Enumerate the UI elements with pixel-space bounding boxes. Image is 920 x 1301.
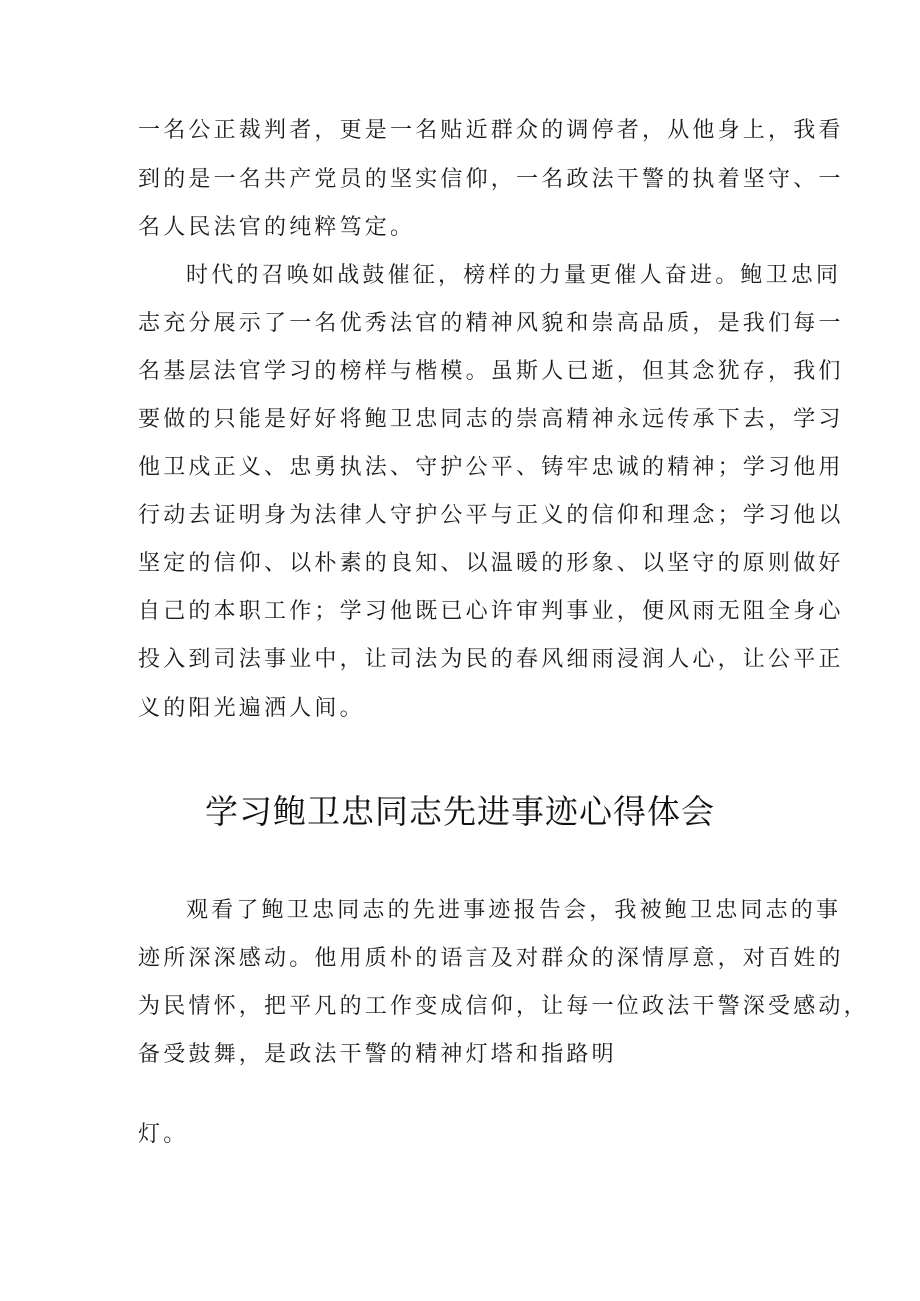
paragraph-line: 投入到司法事业中，让司法为民的春风细雨浸润人心，让公平正 bbox=[138, 647, 844, 672]
paragraph-line: 到的是一名共产党员的坚实信仰，一名政法干警的执着坚守、一 bbox=[138, 167, 844, 192]
paragraph-line: 名基层法官学习的榜样与楷模。虽斯人已逝，但其念犹存，我们 bbox=[138, 359, 844, 384]
paragraph-line: 义的阳光遍洒人间。 bbox=[138, 696, 365, 721]
paragraph-line: 备受鼓舞，是政法干警的精神灯塔和指路明 bbox=[138, 1042, 617, 1067]
paragraph-line: 灯。 bbox=[138, 1122, 189, 1147]
paragraph-line: 一名公正裁判者，更是一名贴近群众的调停者，从他身上，我看 bbox=[138, 118, 844, 143]
paragraph-line: 迹所深深感动。他用质朴的语言及对群众的深情厚意，对百姓的 bbox=[138, 946, 844, 971]
paragraph-line: 志充分展示了一名优秀法官的精神风貌和崇高品质，是我们每一 bbox=[138, 311, 844, 336]
paragraph-line: 行动去证明身为法律人守护公平与正义的信仰和理念；学习他以 bbox=[138, 503, 844, 528]
section-title: 学习鲍卫忠同志先进事迹心得体会 bbox=[205, 792, 715, 831]
paragraph-line: 要做的只能是好好将鲍卫忠同志的崇高精神永远传承下去，学习 bbox=[138, 407, 844, 432]
paragraph-line: 自己的本职工作；学习他既已心许审判事业，便风雨无阻全身心 bbox=[138, 599, 844, 624]
paragraph-line: 时代的召唤如战鼓催征，榜样的力量更催人奋进。鲍卫忠同 bbox=[186, 263, 842, 288]
paragraph-line: 为民情怀，把平凡的工作变成信仰，让每一位政法干警深受感动， bbox=[138, 994, 869, 1019]
paragraph-line: 他卫戍正义、忠勇执法、守护公平、铸牢忠诚的精神；学习他用 bbox=[138, 455, 844, 480]
paragraph-line: 坚定的信仰、以朴素的良知、以温暖的形象、以坚守的原则做好 bbox=[138, 551, 844, 576]
paragraph-line: 名人民法官的纯粹笃定。 bbox=[138, 215, 416, 240]
paragraph-line: 观看了鲍卫忠同志的先进事迹报告会，我被鲍卫忠同志的事 bbox=[186, 898, 842, 923]
